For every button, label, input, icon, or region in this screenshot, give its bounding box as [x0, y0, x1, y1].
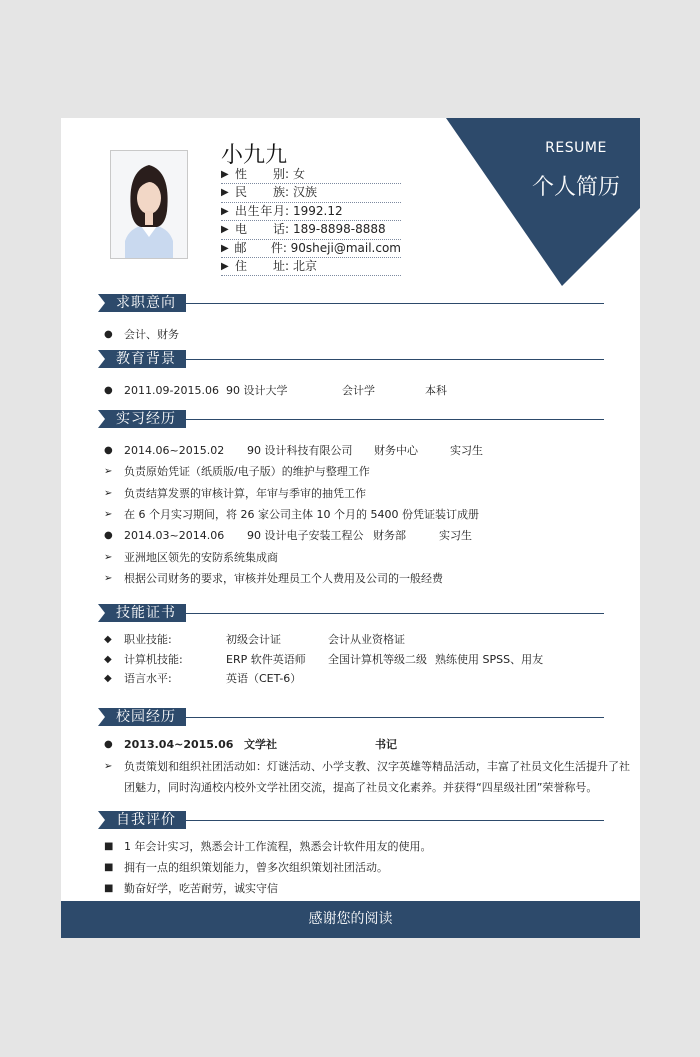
resume-page: RESUME 个人简历 小九九 ▶ 性别 : 女 ▶ 民族 : 汉族 ▶ 出生年月 : 1992.12 ▶ 电话 : 189-8898-8888 ▶ 邮件 : 90sheji@mail.com ▶ 住址 : 北京 求职意向 ● 会计、财务 教育背景 ● 2011.09-2015.06 90 设计大学 会计学 本科 实习经历 ● 2014.06~2015.02 90 设计科技有限公司 财务中心 实习生 ➢ 负责原始凭证（纸质版/电子版）的维护与整理工作 ➢ 负责结算发票的审核计算，年审与季审的抽凭工作 ➢ 在 6 个月实习期间，将 26 家公司主体 10 个月的 5400 份凭证装订成册 ● 2014.03~2014.06 90 设计电子安装工程公 财务部 实习生 ➢ 亚洲地区领先的安防系统集成商 ➢ 根据公司财务的要求，审核并处理员工个人费用及公司的一般经费 技能证书 ◆ 职业技能: 初级会计证 会计从业资格证 ◆ 计算机技能: ERP 软件英语师 全国计算机等级二级 熟练使用 SPSS、用友 ◆ 语言水平: 英语（CET-6） 校园经历 ● 2013.04~2015.06 文学社 书记 ➢ 负责策划和组织社团活动如：灯谜活动、小学支教、汉字英雄等精品活动，丰富了社员文化生活提升了社 团魅力，同时沟通校内校外文学社团交流，提高了社员文化素养。并获得“四星级社团”荣誉称号。 自我评价 ■ 1 年会计实习，熟悉会计工作流程，熟悉会计软件用友的使用。 ■ 拥有一点的组织策划能力，曾多次组织策划社团活动。 ■ 勤奋好学，吃苦耐劳，诚实守信 感谢您的阅读 — [61, 118, 640, 938]
section-divider — [186, 419, 604, 420]
personal-info — [221, 166, 401, 276]
triangle-bullet-icon: ▶ — [221, 169, 229, 180]
section-tag: 实习经历 — [98, 410, 186, 428]
section-divider — [186, 613, 604, 614]
arrow-bullet-icon: ➢ — [104, 488, 113, 499]
section-divider — [186, 717, 604, 718]
arrow-bullet-icon: ➢ — [104, 573, 113, 584]
info-row-email: ▶ 邮件 : 90sheji@mail.com — [221, 240, 401, 258]
section-self-evaluation — [98, 811, 604, 829]
diamond-bullet-icon: ◆ — [104, 654, 112, 665]
section-campus — [98, 708, 604, 726]
footer-banner: 感谢您的阅读 — [61, 901, 640, 938]
diamond-bullet-icon: ◆ — [104, 673, 112, 684]
triangle-bullet-icon: ▶ — [221, 242, 229, 254]
arrow-bullet-icon: ➢ — [104, 466, 113, 477]
arrow-bullet-icon: ➢ — [104, 552, 113, 563]
section-divider — [186, 820, 604, 821]
section-skills — [98, 604, 604, 622]
dot-bullet-icon: ● — [104, 385, 113, 396]
section-education — [98, 350, 604, 368]
dot-bullet-icon: ● — [104, 739, 113, 750]
profile-photo — [110, 150, 188, 259]
candidate-name: 小九九 — [221, 143, 288, 168]
section-tag: 教育背景 — [98, 350, 186, 368]
square-bullet-icon: ■ — [104, 841, 114, 852]
info-row-gender: ▶ 性别 : 女 — [221, 166, 401, 184]
info-row-phone: ▶ 电话 : 189-8898-8888 — [221, 221, 401, 239]
section-internship — [98, 410, 604, 428]
section-tag: 校园经历 — [98, 708, 186, 726]
section-tag: 自我评价 — [98, 811, 186, 829]
info-row-ethnicity: ▶ 民族 : 汉族 — [221, 184, 401, 202]
triangle-bullet-icon: ▶ — [221, 187, 229, 199]
section-divider — [186, 359, 604, 360]
info-row-birth: ▶ 出生年月 : 1992.12 — [221, 203, 401, 221]
diamond-bullet-icon: ◆ — [104, 634, 112, 645]
dot-bullet-icon: ● — [104, 530, 113, 541]
triangle-bullet-icon: ▶ — [221, 205, 229, 217]
square-bullet-icon: ■ — [104, 862, 114, 873]
section-job-intention — [98, 294, 604, 312]
dot-bullet-icon: ● — [104, 445, 113, 456]
section-tag: 求职意向 — [98, 294, 186, 312]
info-row-address: ▶ 住址 : 北京 — [221, 258, 401, 276]
arrow-bullet-icon: ➢ — [104, 509, 113, 520]
triangle-bullet-icon: ▶ — [221, 260, 229, 272]
resume-en-title: RESUME — [545, 140, 607, 156]
resume-cn-title: 个人简历 — [531, 175, 620, 200]
triangle-bullet-icon: ▶ — [221, 224, 229, 236]
section-divider — [186, 303, 604, 304]
section-tag: 技能证书 — [98, 604, 186, 622]
arrow-bullet-icon: ➢ — [104, 761, 113, 772]
dot-bullet-icon: ● — [104, 329, 113, 340]
square-bullet-icon: ■ — [104, 883, 114, 894]
